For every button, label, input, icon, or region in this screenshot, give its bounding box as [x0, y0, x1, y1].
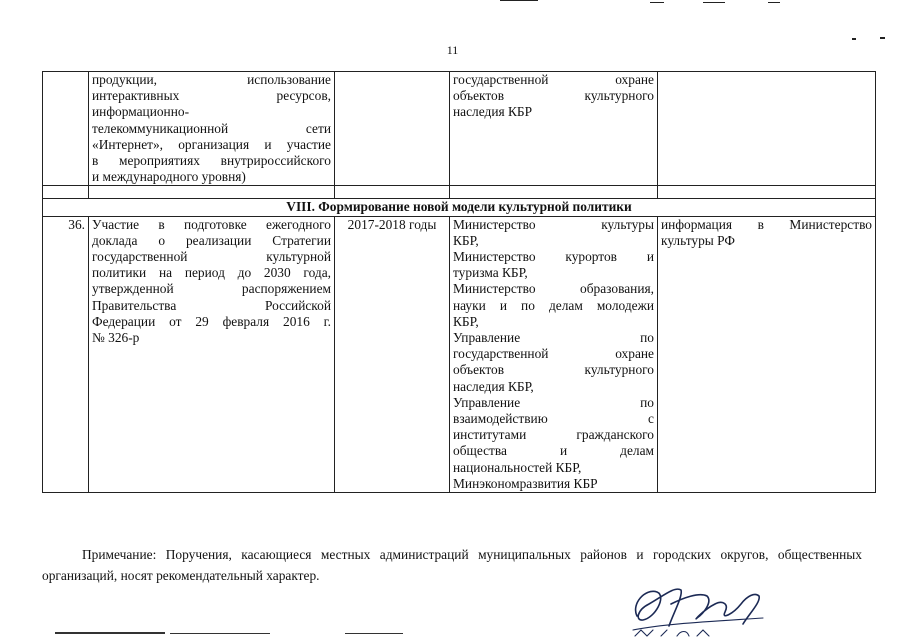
text-line: в мероприятиях внутрироссийского: [92, 153, 331, 169]
text-line: государственной охране: [453, 346, 654, 362]
text-line: наследия КБР: [453, 104, 533, 120]
page-number: 11: [446, 43, 459, 57]
text-line: институтами гражданского: [453, 427, 654, 443]
text-line: Минэкономразвития КБР: [453, 475, 598, 491]
text-line: Правительства Российской: [92, 297, 331, 313]
spacer-cell: [89, 186, 335, 199]
text-line: Министерство курортов и: [453, 249, 654, 265]
text-line: национальностей КБР,: [453, 459, 582, 475]
row-number-cell: 36.: [43, 216, 89, 492]
scan-mark: [768, 2, 780, 3]
spacer-cell: [43, 186, 89, 199]
table-row: [43, 72, 876, 186]
text-line: Участие в подготовке ежегодного: [92, 216, 331, 232]
scan-mark: [703, 2, 725, 3]
spacer-cell: [450, 186, 658, 199]
spacer-row: [43, 186, 876, 199]
table-row: [43, 216, 876, 492]
row-number-cell: [43, 72, 89, 186]
text-line: государственной охране: [453, 72, 654, 87]
text-line: Управление по: [453, 330, 654, 346]
executors-cell: [450, 216, 658, 492]
text-line: культуры РФ: [661, 232, 735, 248]
plan-table: [42, 71, 876, 493]
text-line: туризма КБР,: [453, 265, 528, 281]
text-line: «Интернет», организация и участие: [92, 136, 331, 152]
text-line: утвержденной распоряжением: [92, 281, 331, 297]
text-line: наследия КБР,: [453, 378, 534, 394]
section-title: VIII. Формирование новой модели культурной политики: [43, 199, 876, 216]
spacer-cell: [658, 186, 876, 199]
text-line: взаимодействию с: [453, 411, 654, 427]
text-line: доклада о реализации Стратегии: [92, 232, 331, 248]
text-line: Управление по: [453, 394, 654, 410]
scan-mark: [852, 38, 856, 40]
text-line: телекоммуникационной сети: [92, 120, 331, 136]
text-line: и международного уровня): [92, 169, 246, 185]
reporting-cell: [658, 216, 876, 492]
footnote: Примечание: Поручения, касающиеся местных администраций муниципальных районов и городских округов, общественных организаций, носят рекомендательный характер.: [42, 547, 862, 583]
activity-cell: [89, 216, 335, 492]
section-row: [43, 199, 876, 216]
text-line: объектов культурного: [453, 362, 654, 378]
text-line: политики на период до 2030 года,: [92, 265, 331, 281]
text-line: продукции, использование: [92, 72, 331, 87]
text-line: КБР,: [453, 313, 479, 329]
text-line: № 326-р: [92, 330, 140, 346]
executors-cell: [450, 72, 658, 186]
text-line: Министерство культуры: [453, 216, 654, 232]
text-line: Министерство образования,: [453, 281, 654, 297]
text-line: информационно-: [92, 104, 190, 120]
spacer-cell: [335, 186, 450, 199]
text-line: КБР,: [453, 232, 479, 248]
bottom-rule: [345, 633, 403, 634]
text-line: общества и делам: [453, 443, 654, 459]
period-cell: 2017-2018 годы: [335, 216, 450, 492]
scan-mark: [880, 37, 885, 39]
text-line: информация в Министерство: [661, 216, 872, 232]
text-line: государственной культурной: [92, 249, 331, 265]
text-line: интерактивных ресурсов,: [92, 88, 331, 104]
scan-mark: [650, 2, 664, 3]
activity-cell: [89, 72, 335, 186]
bottom-rule: [55, 632, 165, 634]
scan-mark: [500, 0, 538, 1]
period-cell: [335, 72, 450, 186]
bottom-rule: [170, 633, 270, 634]
handwritten-signature: [623, 574, 773, 640]
text-line: объектов культурного: [453, 88, 654, 104]
text-line: науки и по делам молодежи: [453, 297, 654, 313]
text-line: Федерации от 29 февраля 2016 г.: [92, 313, 331, 329]
reporting-cell: [658, 72, 876, 186]
